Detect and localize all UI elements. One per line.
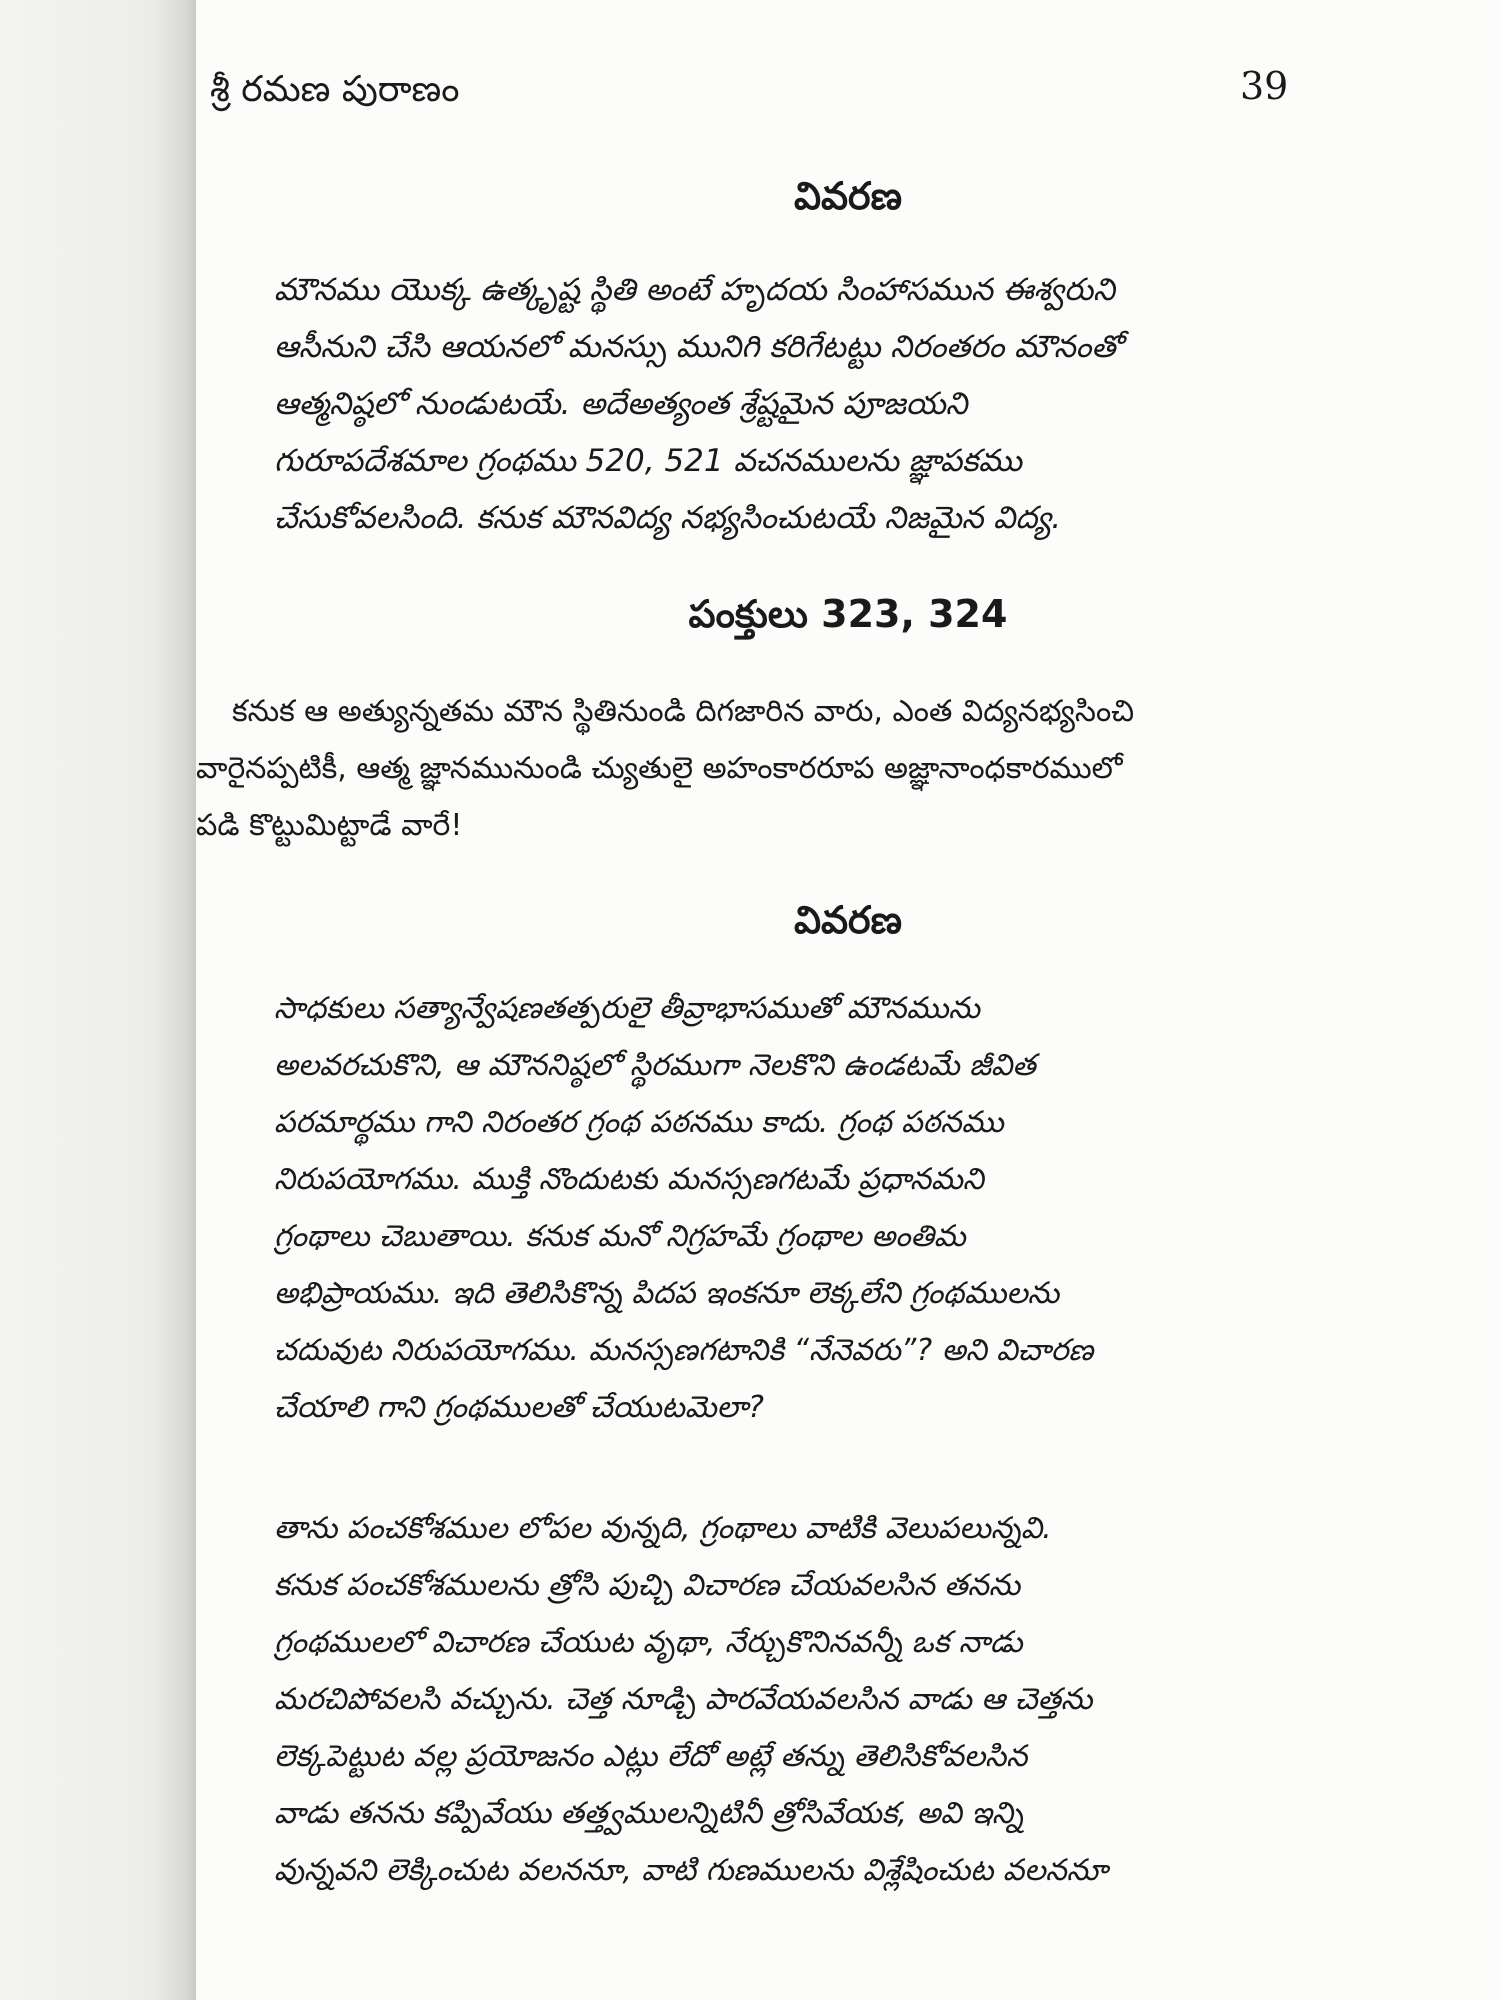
text-line: అలవరచుకొని, ఆ మౌననిష్ఠలో స్థిరముగా నెలకొని ఉండటమే జీవిత — [274, 1048, 1036, 1083]
commentary-paragraph-2 — [274, 980, 1234, 1436]
text-line: పడి కొట్టుమిట్టాడే వారే! — [196, 808, 463, 843]
text-line: గ్రంథాలు చెబుతాయి. కనుక మనో నిగ్రహమే గ్రంథాల అంతిమ — [274, 1219, 966, 1254]
page-number: 39 — [1240, 64, 1289, 108]
text-line: చదువుట నిరుపయోగము. మనస్సణగటానికి “నేనెవరు”? అని విచారణ — [274, 1333, 1094, 1368]
verse-paragraph — [196, 683, 1236, 854]
text-line: గ్రంథములలో విచారణ చేయుట వృథా, నేర్చుకొనినవన్నీ ఒక నాడు — [274, 1625, 1023, 1660]
text-line: గురూపదేశమాల గ్రంథము 520, 521 వచనములను జ్ఞాపకము — [274, 443, 1022, 479]
text-line: ఆత్మనిష్ఠలో నుండుటయే. అదేఅత్యంత శ్రేష్టమైన పూజయని — [274, 386, 968, 422]
text-line: చేసుకోవలసింది. కనుక మౌనవిద్య నభ్యసించుటయే నిజమైన విద్య. — [274, 500, 1062, 536]
text-line: ఆసీనుని చేసి ఆయనలో మనస్సు మునిగి కరిగేటట్టు నిరంతరం మౌనంతో — [274, 329, 1122, 365]
section-heading-verses: పంక్తులు 323, 324 — [688, 592, 1008, 636]
text-line: తాను పంచకోశముల లోపల వున్నది, గ్రంథాలు వాటికి వెలుపలున్నవి. — [274, 1511, 1052, 1546]
section-heading-commentary-2: వివరణ — [794, 898, 902, 942]
page-gutter-shadow — [0, 0, 196, 2000]
text-line: కనుక ఆ అత్యున్నతమ మౌన స్థితినుండి దిగజారిన వారు, ఎంత విద్యనభ్యసించి — [232, 694, 1135, 729]
text-line: సాధకులు సత్యాన్వేషణతత్పరులై తీవ్రాభాసముతో మౌనమును — [274, 991, 980, 1026]
text-line: వాడు తనను కప్పివేయు తత్త్వములన్నిటినీ త్రోసివేయక, అవి ఇన్ని — [274, 1796, 1024, 1831]
text-line: అభిప్రాయము. ఇది తెలిసికొన్న పిదప ఇంకనూ లెక్కలేని గ్రంథములను — [274, 1276, 1060, 1311]
text-line: కనుక పంచకోశములను త్రోసి పుచ్చి విచారణ చేయవలసిన తనను — [274, 1568, 1021, 1603]
text-line: మరచిపోవలసి వచ్చును. చెత్త నూడ్చి పారవేయవలసిన వాడు ఆ చెత్తను — [274, 1682, 1093, 1717]
commentary-paragraph-1 — [274, 262, 1234, 547]
text-line: పరమార్థము గాని నిరంతర గ్రంథ పఠనము కాదు. గ్రంథ పఠనము — [274, 1105, 1004, 1140]
text-line: వున్నవని లెక్కించుట వలననూ, వాటి గుణములను విశ్లేషించుట వలననూ — [274, 1853, 1108, 1888]
commentary-paragraph-3 — [274, 1500, 1234, 1899]
text-line: వారైనప్పటికీ, ఆత్మ జ్ఞానమునుండి చ్యుతులై అహంకారరూప అజ్ఞానాంధకారములో — [196, 751, 1123, 786]
running-title: శ్రీ రమణ పురాణం — [210, 69, 460, 110]
section-heading-commentary-1: వివరణ — [794, 174, 902, 218]
text-line: లెక్కపెట్టుట వల్ల ప్రయోజనం ఎట్లు లేదో అట్లే తన్ను తెలిసికోవలసిన — [274, 1739, 1028, 1774]
text-line: మౌనము యొక్క ఉత్కృష్ట స్థితి అంటే హృదయ సింహాసమున ఈశ్వరుని — [274, 272, 1115, 308]
text-line: చేయాలి గాని గ్రంథములతో చేయుటమెలా? — [274, 1390, 764, 1425]
text-line: నిరుపయోగము. ముక్తి నొందుటకు మనస్సణగటమే ప్రధానమని — [274, 1162, 984, 1197]
